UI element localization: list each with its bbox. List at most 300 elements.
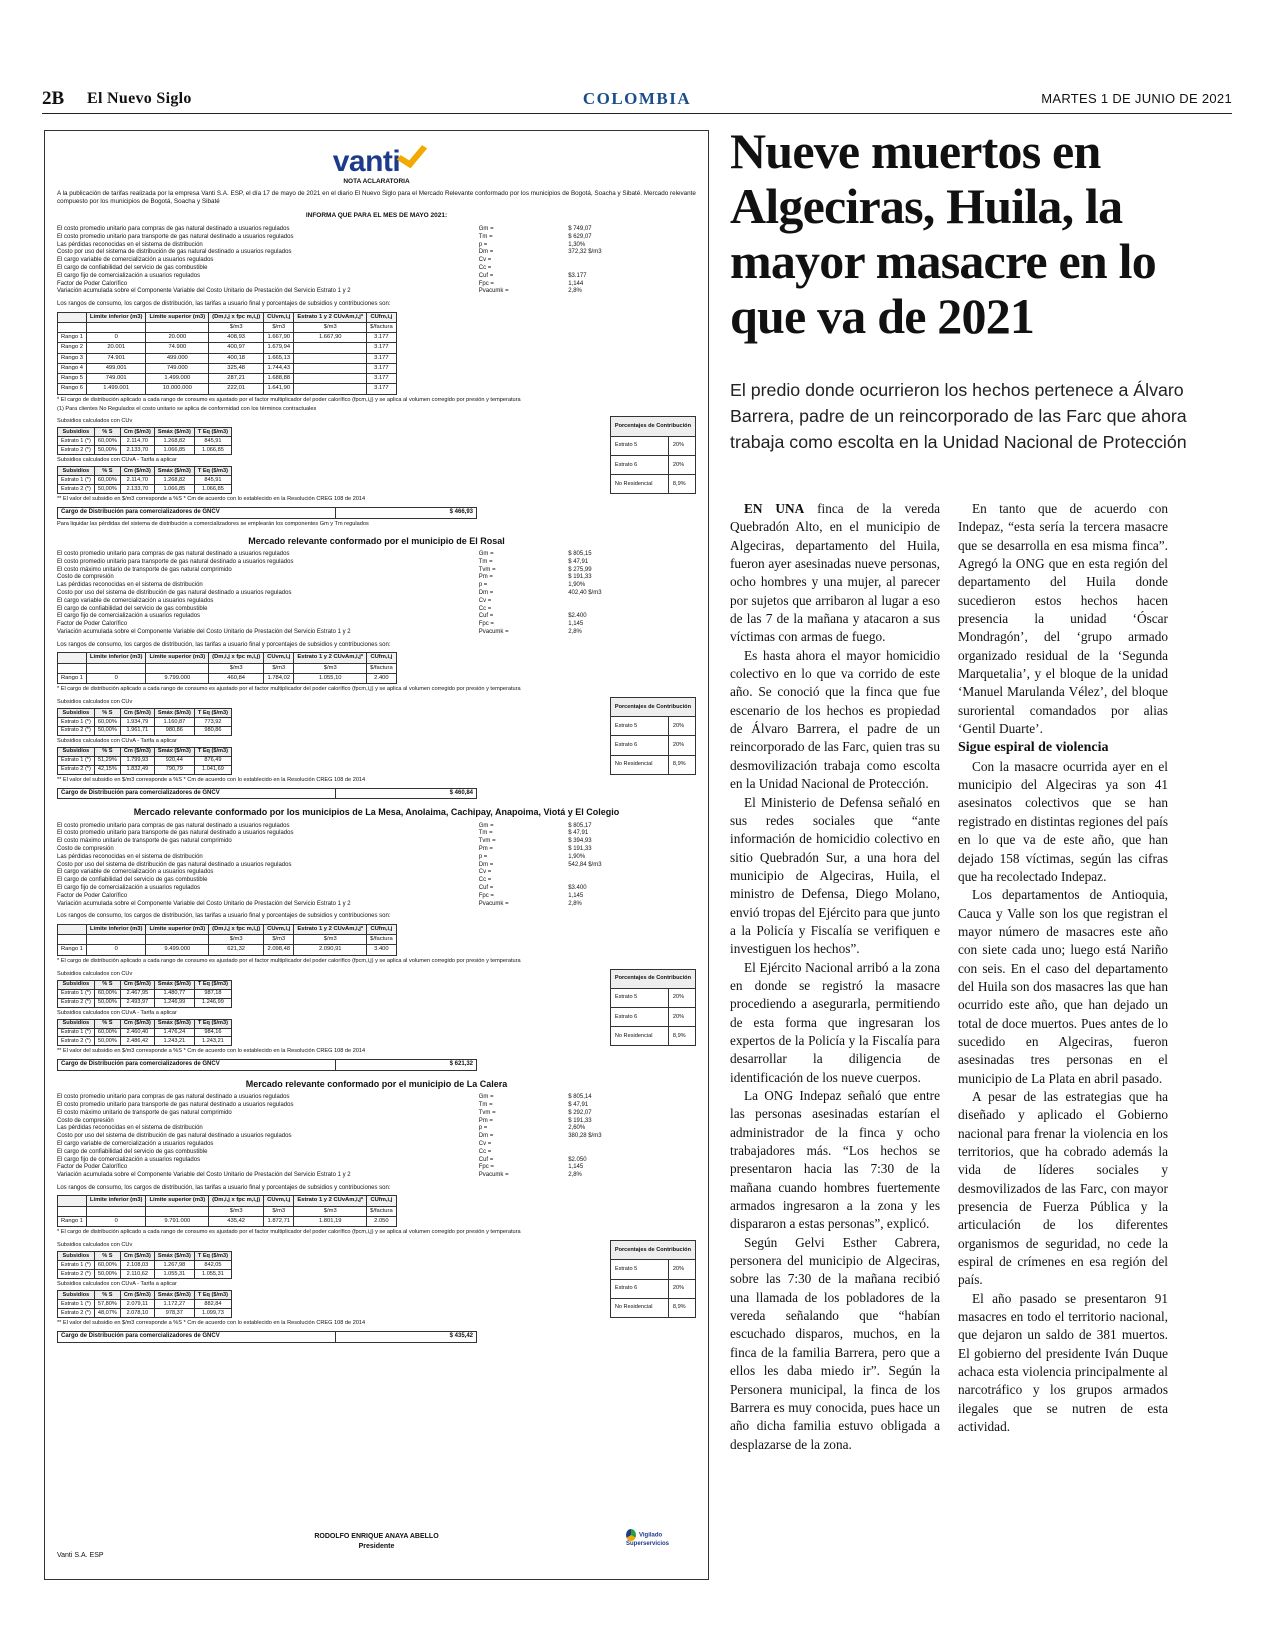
subsidies-header-cell: Cm ($/m3)	[120, 1291, 154, 1300]
parameter-cell: 2,8%	[568, 1172, 582, 1179]
parameter-cell: Tvm =	[478, 1109, 496, 1116]
ranges-header-cell: CUfm,i,j	[367, 312, 397, 322]
contribution-table	[610, 969, 696, 1047]
parameter-cell: El costo máximo unitario de transporte de gas natural comprimido	[57, 566, 232, 573]
subsidies-row	[58, 998, 232, 1007]
article-column-1	[730, 500, 940, 1454]
parameter-cell: Cuf =	[478, 272, 494, 279]
contribution-cell: No Residencial	[610, 1298, 668, 1317]
subsidies-header-cell: Smáx ($/m3)	[154, 1252, 194, 1261]
subsidies-cell: 60,00%	[94, 437, 120, 446]
ranges-cell	[294, 374, 367, 384]
parameter-cell: 1,30%	[568, 241, 586, 248]
parameter-cell: Cc =	[478, 264, 492, 271]
subsidies-cell: 51,29%	[94, 756, 120, 765]
subsidies-cell: 790,79	[154, 765, 194, 774]
article-paragraph: El Ministerio de Defensa señaló en sus redes sociales que “ante información de homicidio colectivo en sitio Quebradón Sur, a una hora del municipio de Algeciras, Huila, el ministro de Defensa, Diego Molano, envió tropas del Ejército para que junto a la Policía y Fiscalía se verifiquen e investiguen los hechos”.	[730, 794, 940, 957]
parameter-cell: El costo promedio unitario para transporte de gas natural destinado a usuarios regulados	[57, 830, 294, 837]
parameter-cell: Gm =	[478, 822, 494, 829]
parameter-cell: El cargo fijo de comercialización a usuarios regulados	[57, 613, 201, 620]
subsidies-cell: 60,00%	[94, 989, 120, 998]
subsidies-header-cell: Cm ($/m3)	[120, 747, 154, 756]
subsidies-cell: 1.041,69	[194, 765, 231, 774]
subsidies-cell: 1.066,85	[154, 485, 194, 494]
parameter-cell: 2,8%	[568, 629, 582, 636]
ranges-cell: 10.000.000	[146, 384, 209, 394]
parameter-cell	[568, 265, 696, 273]
parameter-cell: Costo por uso del sistema de distribución de gas natural destinado a usuarios regulados	[57, 590, 292, 597]
ranges-row	[58, 374, 397, 384]
parameter-cell: $2.400	[568, 613, 587, 620]
ranges-header-cell: CUvm,i,j	[264, 1196, 294, 1206]
ranges-header-cell: Límite inferior (m3)	[86, 924, 146, 934]
parameter-row	[57, 1157, 696, 1165]
footer-role: Presidente	[358, 1543, 395, 1550]
parameter-cell: Costo por uso del sistema de distribución de gas natural destinado a usuarios regulados	[57, 249, 292, 256]
ranges-header-cell: (Dm,i,j x fpc m,i,j)	[209, 924, 264, 934]
ranges-unit-cell	[146, 663, 209, 673]
parameter-cell: Fpc =	[478, 621, 494, 628]
parameter-cell: 1,144	[568, 280, 584, 287]
parameter-cell: $ 191,33	[568, 846, 592, 853]
subsidies-header-cell: Subsidios	[58, 747, 95, 756]
subsidies-cell: 2.110,62	[120, 1270, 154, 1279]
contribution-cell: 8,9%	[668, 475, 695, 494]
parameter-cell: $ 47,91	[568, 1102, 589, 1108]
ranges-unit-cell	[146, 322, 209, 332]
brand-name: vanti	[332, 145, 401, 178]
parameter-row	[57, 249, 696, 257]
check-logo-icon	[397, 140, 427, 168]
subsidies-header-cell: Smáx ($/m3)	[154, 1019, 194, 1028]
ranges-unit-cell: $/m3	[209, 935, 264, 945]
subsidies-cell: 1.267,98	[154, 1261, 194, 1270]
parameter-cell: El cargo de confiabilidad del servicio de gas combustible	[57, 264, 208, 271]
parameters-table	[57, 551, 696, 637]
parameter-row	[57, 288, 696, 296]
ranges-unit-cell: $/m3	[264, 322, 294, 332]
ranges-cell	[294, 384, 367, 394]
ranges-unit-cell: $/m3	[264, 1206, 294, 1216]
article-paragraph: La ONG Indepaz señaló que entre las personas asesinadas estarían el administrador de la finca y ocho trabajadores más. “Los hechos se presentaron hacia las 7:30 de la mañana cuando hombres fuertemente armados ingresaron a la zona y les dispararon a estas personas”, explicó.	[730, 1088, 940, 1232]
parameter-cell: $ 47,91	[568, 830, 589, 837]
subsidies-cell: 1.246,99	[194, 998, 231, 1007]
ranges-cell: Rango 1	[58, 1216, 87, 1226]
parameter-cell: 1,145	[568, 892, 584, 899]
parameter-row	[57, 1110, 696, 1118]
article-paragraph: Los departamentos de Antioquia, Cauca y Valle son los que registran el mayor número de masacres este año con siete cada uno; luego está Nariño con seis. En el caso del departamento del Huila son dos masacres las que han ocurrido este año, que han dejado un total de doce muertos. Pues antes de lo sucedido en Algeciras, fueron asesinadas tres personas en el municipio de La Plata en abril pasado.	[958, 887, 1168, 1086]
contribution-cell: 20%	[668, 436, 695, 455]
parameter-cell: El costo promedio unitario para transporte de gas natural destinado a usuarios regulados	[57, 1102, 294, 1108]
subsidies-footnote: ** El valor del subsidio en $/m3 corresponde a %S * Cm de acuerdo con lo establecido en la Resolución CREG 108 de 2014	[57, 1320, 366, 1327]
subsidies-cell: 987,18	[194, 989, 231, 998]
ranges-unit-cell	[58, 935, 87, 945]
subsidies-row	[58, 446, 232, 455]
parameter-cell: 1,90%	[568, 582, 586, 589]
subsidies-cell: 2.486,42	[120, 1037, 154, 1046]
parameters-table	[57, 823, 696, 909]
ranges-unit-cell: $/m3	[209, 663, 264, 673]
ranges-unit-cell: $/factura	[367, 935, 397, 945]
subsidies-cell: Estrato 1 (*)	[58, 1028, 95, 1037]
ranges-unit-cell: $/m3	[264, 663, 294, 673]
contribution-title: Porcentajes de Contribución	[610, 698, 695, 717]
parameter-cell: Costo de compresión	[57, 1117, 114, 1124]
parameter-cell: $3.400	[568, 885, 587, 892]
parameter-cell: $ 805,15	[568, 551, 592, 558]
subsidies-header-cell: Cm ($/m3)	[120, 428, 154, 437]
contribution-row	[610, 736, 695, 755]
contribution-row	[610, 1279, 695, 1298]
parameter-row	[57, 257, 696, 265]
ranges-header-cell: Límite inferior (m3)	[86, 1196, 146, 1206]
distribution-charge-value: $ 466,93	[449, 509, 473, 516]
ranges-header-cell: CUfm,i,j	[367, 924, 397, 934]
ranges-units-row	[58, 322, 397, 332]
parameter-cell: El cargo fijo de comercialización a usuarios regulados	[57, 272, 201, 279]
subsidies-header-cell: Cm ($/m3)	[120, 709, 154, 718]
subsidies-row	[58, 1028, 232, 1037]
parameter-row	[57, 885, 696, 893]
subsidies-header-cell: Cm ($/m3)	[120, 980, 154, 989]
ranges-cell: 9.799.000	[146, 673, 209, 683]
parameter-row	[57, 1102, 696, 1110]
article-column-2	[958, 500, 1168, 1437]
ranges-unit-cell	[58, 1206, 87, 1216]
contribution-title: Porcentajes de Contribución	[610, 417, 695, 436]
ranges-cell: 9.499.000	[146, 945, 209, 955]
ranges-cell: 3.177	[367, 343, 397, 353]
ranges-header-cell	[58, 1196, 87, 1206]
parameter-cell: Costo por uso del sistema de distribución de gas natural destinado a usuarios regulados	[57, 1133, 292, 1140]
parameter-cell: Variación acumulada sobre el Componente Variable del Costo Unitario de Prestación del Servicio Estrato 1 y 2	[57, 288, 351, 295]
ranges-cell: 1.744,43	[264, 363, 294, 373]
parameter-cell: Las pérdidas reconocidas en el sistema de distribución	[57, 853, 203, 860]
ranges-header-cell: Límite superior (m3)	[146, 653, 209, 663]
ranges-unit-cell: $/m3	[209, 1206, 264, 1216]
contribution-cell: Estrato 6	[610, 736, 668, 755]
parameter-row	[57, 1172, 696, 1180]
subsidies-cell: 2.108,03	[120, 1261, 154, 1270]
market-title: Mercado relevante conformado por el municipio de La Calera	[245, 1078, 508, 1089]
subsidies-header-cell: Cm ($/m3)	[120, 1252, 154, 1261]
parameters-table	[57, 1094, 696, 1180]
ranges-cell: Rango 1	[58, 673, 87, 683]
ranges-cell: 9.791.000	[146, 1216, 209, 1226]
subsidies-table	[57, 980, 232, 1008]
subsidies-cell: Estrato 2 (*)	[58, 765, 95, 774]
subsidies-header-row	[58, 1252, 232, 1261]
subsidies-cell: Estrato 2 (*)	[58, 485, 95, 494]
superservicios-icon	[626, 1529, 636, 1541]
contribution-cell: Estrato 5	[610, 436, 668, 455]
article-paragraph: Según Gelvi Esther Cabrera, personera del municipio de Algeciras, sobre las 7:30 de la mañana recibió una llamada de los pobladores de la vereda señalando que “habían escuchado disparos, muchos, en la finca de la familia Barrera, pero que a ellos les daba miedo ir”. Según la Personera municipal, la finca de los Barrera es muy conocida, pues hace un año dicha familia estuvo obligada a desplazarse de la zona.	[730, 1234, 940, 1452]
ranges-cell: 1.641,90	[264, 384, 294, 394]
ranges-cell: 3.177	[367, 333, 397, 343]
parameter-cell: Fpc =	[478, 892, 494, 899]
section-name: COLOMBIA	[582, 89, 692, 108]
subsidies-header-cell: Subsidios	[58, 980, 95, 989]
parameter-cell: El cargo de confiabilidad del servicio de gas combustible	[57, 605, 208, 612]
contribution-cell: Estrato 6	[610, 1279, 668, 1298]
ranges-cell: Rango 4	[58, 363, 87, 373]
subsidies-cell: 1.832,49	[120, 765, 154, 774]
ranges-header-cell: Límite superior (m3)	[146, 1196, 209, 1206]
subsidies-cell: 2.078,10	[120, 1309, 154, 1318]
parameter-row	[57, 242, 696, 250]
parameter-cell: Factor de Poder Calorífico	[57, 1164, 128, 1171]
parameter-cell: Dm =	[478, 590, 494, 597]
contribution-title: Porcentajes de Contribución	[610, 969, 695, 988]
ranges-cell: 749.001	[86, 374, 146, 384]
ranges-units-row	[58, 1206, 397, 1216]
subsidies-cell: 1.799,93	[120, 756, 154, 765]
ranges-cell: 749.000	[146, 363, 209, 373]
contribution-cell: 8,9%	[668, 755, 695, 774]
parameter-row	[57, 273, 696, 281]
parameter-cell: Cc =	[478, 605, 492, 612]
masthead	[42, 88, 1232, 114]
subsidies-cell: 2.114,70	[120, 476, 154, 485]
subsidies-cell: 842,05	[194, 1261, 231, 1270]
contribution-row	[610, 1027, 695, 1046]
ranges-cell	[294, 343, 367, 353]
subsidies-header-cell: T Eq ($/m3)	[194, 1291, 231, 1300]
newspaper-name: El Nuevo Siglo	[87, 90, 192, 107]
ranges-cell: 1.784,02	[264, 673, 294, 683]
parameter-cell	[568, 606, 696, 614]
ranges-unit-cell: $/m3	[294, 663, 367, 673]
parameter-cell: El costo promedio unitario para transporte de gas natural destinado a usuarios regulados	[57, 558, 294, 565]
subsidies-table	[57, 747, 232, 775]
notice-footer	[57, 1529, 696, 1569]
ranges-unit-cell	[86, 935, 146, 945]
subsidies-cell: 1.055,31	[154, 1270, 194, 1279]
parameter-cell: El cargo de confiabilidad del servicio de gas combustible	[57, 1148, 208, 1155]
parameter-cell: Costo de compresión	[57, 574, 114, 581]
parameter-cell: Tvm =	[478, 566, 496, 573]
ranges-cell: 435,42	[209, 1216, 264, 1226]
parameter-cell: $ 191,33	[568, 574, 592, 581]
parameters-table	[57, 226, 696, 296]
article-paragraph: En tanto que de acuerdo con Indepaz, “esta sería la tercera masacre que se desarrolla en esa misma finca”. Agregó la ONG que en esta región del departamento del Huila donde sucedieron estos hechos hacen presencia la unidad ‘Óscar Mondragón’, del ‘grupo armado organizado residual de la ‘Segunda Marquetalia’, y el bloque de la unidad ‘Manuel Marulanda Vélez’, del bloque suroriental comandados por alias ‘Gentil Duarte’.	[958, 501, 1168, 737]
subsidies-cell: 1.243,21	[194, 1037, 231, 1046]
contribution-cell: 8,9%	[668, 1027, 695, 1046]
parameter-cell: $ 749,07	[568, 225, 592, 232]
ranges-cell: 2.090,91	[294, 945, 367, 955]
distribution-charge-box	[57, 788, 477, 800]
distribution-charge-value: $ 460,84	[449, 789, 473, 796]
parameter-cell: Pm =	[478, 574, 493, 581]
subsidies-cell: 60,00%	[94, 1261, 120, 1270]
subsidies-header-cell: Smáx ($/m3)	[154, 467, 194, 476]
ranges-header-cell: Estrato 1 y 2 CUvAm,i,j*	[294, 924, 367, 934]
parameter-cell: Cv =	[478, 257, 492, 264]
subsidies-cell: 920,44	[154, 756, 194, 765]
ranges-cell: 3.177	[367, 353, 397, 363]
subsidies-cell: Estrato 2 (*)	[58, 1270, 95, 1279]
contribution-cell: No Residencial	[610, 1027, 668, 1046]
parameter-row	[57, 1149, 696, 1157]
parameter-cell: El costo promedio unitario para compras de gas natural destinado a usuarios regulados	[57, 1094, 290, 1101]
tariff-notice	[44, 130, 709, 1580]
subsidies-cell: Estrato 1 (*)	[58, 1300, 95, 1309]
parameter-cell: El cargo de confiabilidad del servicio de gas combustible	[57, 877, 208, 884]
parameter-cell: Cc =	[478, 877, 492, 884]
parameter-cell: Factor de Poder Calorífico	[57, 621, 128, 628]
ranges-table	[57, 1195, 397, 1227]
subsidies-cell: 42,15%	[94, 765, 120, 774]
ranges-cell: 74.901	[86, 353, 146, 363]
article-headline: Nueve muertos en Algeciras, Huila, la mayor masacre en lo que va de 2021	[730, 123, 1156, 344]
subsidies-header-cell: T Eq ($/m3)	[194, 1252, 231, 1261]
ranges-cell: 1.872,71	[264, 1216, 294, 1226]
parameter-cell: 402,40 $/m3	[568, 590, 602, 597]
ranges-unit-cell	[146, 1206, 209, 1216]
subsidies-cell: 1.961,71	[120, 726, 154, 735]
parameter-row	[57, 877, 696, 885]
ranges-row	[58, 353, 397, 363]
parameter-cell	[568, 257, 696, 265]
ranges-cell: 1.055,10	[294, 673, 367, 683]
nonregulated-note: (1) Para clientes No Regulados el costo unitario se aplica de conformidad con los términos contractuales	[57, 405, 317, 412]
contribution-cell: 20%	[668, 1279, 695, 1298]
subsidies-header-cell: Subsidios	[58, 467, 95, 476]
subsidies-header-cell: Smáx ($/m3)	[154, 1291, 194, 1300]
subsidies-cell: 876,49	[194, 756, 231, 765]
parameter-cell: $ 394,93	[568, 838, 592, 845]
parameter-row	[57, 234, 696, 242]
parameter-row	[57, 869, 696, 877]
contribution-header-row	[610, 1241, 695, 1260]
subsidies-header-cell: % S	[94, 709, 120, 718]
subsidies-tables	[57, 416, 232, 494]
parameter-cell: El costo máximo unitario de transporte de gas natural comprimido	[57, 1109, 232, 1116]
parameter-row	[57, 1118, 696, 1126]
subsidies-block	[57, 969, 696, 1047]
subsidies-header-cell: % S	[94, 1252, 120, 1261]
subsidies-header-cell: T Eq ($/m3)	[194, 709, 231, 718]
parameter-cell: Pm =	[478, 846, 493, 853]
parameter-cell: Cuf =	[478, 885, 494, 892]
parameter-cell: Tm =	[478, 830, 493, 837]
parameter-cell: Variación acumulada sobre el Componente Variable del Costo Unitario de Prestación del Servicio Estrato 1 y 2	[57, 1172, 351, 1179]
notice-heading: NOTA ACLARATORIA	[343, 178, 410, 185]
subsidies-table	[57, 708, 232, 736]
parameter-cell: Cuf =	[478, 613, 494, 620]
subsidies-footnote: ** El valor del subsidio en $/m3 corresponde a %S * Cm de acuerdo con lo establecido en la Resolución CREG 108 de 2014	[57, 776, 366, 783]
ranges-header-row	[58, 653, 397, 663]
parameter-cell: Fpc =	[478, 280, 494, 287]
contribution-cell: No Residencial	[610, 755, 668, 774]
parameter-cell: $ 191,33	[568, 1117, 592, 1124]
ranges-unit-cell: $/m3	[294, 1206, 367, 1216]
brand-logo	[57, 141, 696, 178]
ranges-unit-cell	[86, 322, 146, 332]
ranges-cell: 1.499.000	[146, 374, 209, 384]
subsidies-block	[57, 416, 696, 494]
subsidies-header-row	[58, 980, 232, 989]
ranges-header-cell: Estrato 1 y 2 CUvAm,i,j*	[294, 1196, 367, 1206]
parameter-cell: Tvm =	[478, 838, 496, 845]
ranges-table	[57, 924, 397, 956]
ranges-cell: 20.001	[86, 343, 146, 353]
subsidies-title: Subsidios calculados con CUv	[57, 699, 133, 706]
subsidies-header-cell: T Eq ($/m3)	[194, 1019, 231, 1028]
parameter-cell: $ 292,07	[568, 1109, 592, 1116]
ranges-header-cell	[58, 924, 87, 934]
ranges-header-cell: Límite superior (m3)	[146, 924, 209, 934]
subsidies-header-cell: Subsidios	[58, 709, 95, 718]
parameter-row	[57, 901, 696, 909]
subsidies-header-cell: Smáx ($/m3)	[154, 428, 194, 437]
subsidies-cell: 980,86	[154, 726, 194, 735]
article-paragraph	[730, 500, 940, 647]
contribution-cell: Estrato 5	[610, 1260, 668, 1279]
subsidies-row	[58, 437, 232, 446]
ranges-row	[58, 384, 397, 394]
contribution-cell: Estrato 5	[610, 988, 668, 1007]
ranges-unit-cell	[58, 322, 87, 332]
subsidies-block	[57, 697, 696, 775]
parameter-cell: Dm =	[478, 861, 494, 868]
ranges-cell: 499.001	[86, 363, 146, 373]
ranges-cell: 1.499.001	[86, 384, 146, 394]
lead-in: EN UNA	[744, 501, 805, 516]
subsidies-header-cell: % S	[94, 980, 120, 989]
ranges-header-cell	[58, 653, 87, 663]
subsidies-table	[57, 1290, 232, 1318]
distribution-charge-box	[57, 507, 477, 519]
parameter-row	[57, 893, 696, 901]
parameter-row	[57, 1164, 696, 1172]
subsidies-tables	[57, 969, 232, 1047]
ranges-unit-cell: $/m3	[294, 935, 367, 945]
parameter-row	[57, 621, 696, 629]
parameter-cell: $ 47,91	[568, 558, 589, 565]
parameter-cell: 372,32 $/m3	[568, 249, 602, 256]
subsidies-header-cell: T Eq ($/m3)	[194, 747, 231, 756]
parameter-cell	[568, 1141, 696, 1149]
subsidies-header-row	[58, 709, 232, 718]
ranges-header-cell: Estrato 1 y 2 CUvAm,i,j*	[294, 312, 367, 322]
ranges-header-row	[58, 1196, 397, 1206]
ranges-unit-cell: $/m3	[209, 322, 264, 332]
subsidies-title: Subsidios calculados con CUvA - Tarifa a aplicar	[57, 1281, 177, 1288]
subsidies-title: Subsidios calculados con CUvA - Tarifa a aplicar	[57, 1009, 177, 1016]
subsidies-cell: 1.268,82	[154, 476, 194, 485]
subsidies-header-cell: % S	[94, 1019, 120, 1028]
parameter-row	[57, 1094, 696, 1102]
parameter-cell: El costo promedio unitario para compras de gas natural destinado a usuarios regulados	[57, 822, 290, 829]
parameter-row	[57, 590, 696, 598]
contribution-cell: 8,9%	[668, 1298, 695, 1317]
parameter-row	[57, 582, 696, 590]
ranges-cell: 1.665,13	[264, 353, 294, 363]
parameter-cell: p =	[478, 1125, 488, 1132]
subsidies-cell: 2.114,70	[120, 437, 154, 446]
subsidies-cell: 1.476,24	[154, 1028, 194, 1037]
subsidies-cell: 980,86	[194, 726, 231, 735]
subsidies-title: Subsidios calculados con CUv	[57, 970, 133, 977]
parameter-row	[57, 1133, 696, 1141]
parameter-cell: El cargo variable de comercialización a usuarios regulados	[57, 869, 214, 876]
parameter-cell: $ 805,14	[568, 1094, 592, 1101]
contribution-row	[610, 1008, 695, 1027]
ranges-cell: 3.177	[367, 384, 397, 394]
subsidies-cell: 50,00%	[94, 726, 120, 735]
ranges-header-cell: (Dm,i,j x fpc m,i,j)	[209, 312, 264, 322]
